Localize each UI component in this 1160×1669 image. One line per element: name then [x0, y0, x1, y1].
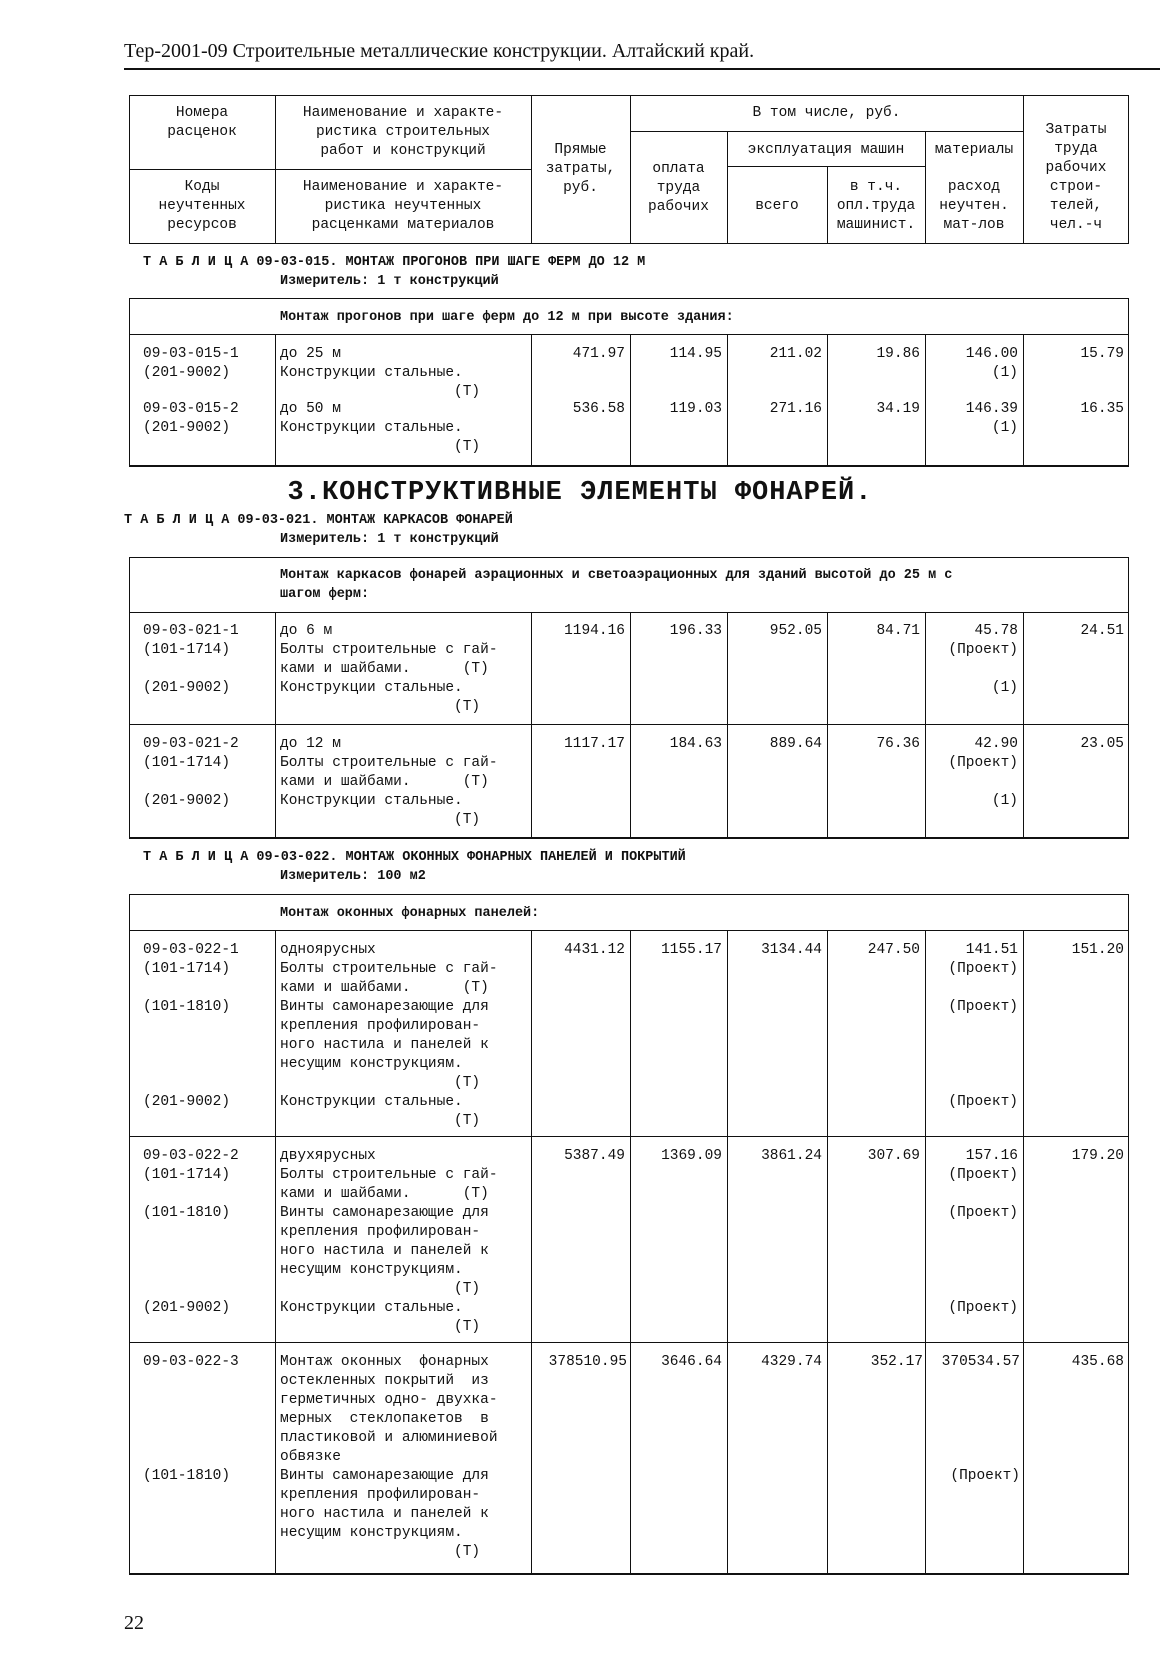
- header-ekspluatatsiya: эксплуатация машин: [747, 142, 905, 158]
- direct-costs: 1194.16: [564, 623, 625, 639]
- work-name: до 6 м Болты строительные с гай- ками и шайбами. (Т) Конструкции стальные. (Т): [280, 623, 498, 715]
- col-line: [827, 930, 828, 1575]
- machinist-pay: 84.71: [876, 623, 920, 639]
- machines-total: 889.64: [769, 736, 822, 752]
- col-line: [727, 930, 728, 1575]
- work-name: до 25 м Конструкции стальные. (Т): [280, 346, 481, 400]
- rate-code: 09-03-022-1 (101-1714) (101-1810) (201-9002): [143, 942, 239, 1110]
- materials-cost: 146.39 (1): [965, 401, 1018, 436]
- rate-code: 09-03-015-2 (201-9002): [143, 401, 239, 436]
- table-measure-021: Измеритель: 1 т конструкций: [280, 532, 499, 547]
- header-pryamye-zatraty: Прямые затраты, руб.: [545, 142, 616, 196]
- row-line: [129, 612, 1129, 613]
- header-v-tom-chisle: В том числе, руб.: [752, 105, 901, 121]
- rate-code: 09-03-021-1 (101-1714) (201-9002): [143, 623, 239, 696]
- direct-costs: 536.58: [572, 401, 625, 417]
- rate-code: 09-03-021-2 (101-1714) (201-9002): [143, 736, 239, 809]
- header-naim-rabot: Наименование и характе- ристика строительных работ и конструкций: [302, 105, 504, 159]
- table-caption-015: Т А Б Л И Ц А 09-03-015. МОНТАЖ ПРОГОНОВ ПРИ ШАГЕ ФЕРМ ДО 12 М: [143, 255, 646, 270]
- col-line: [531, 612, 532, 839]
- col-line: [275, 334, 276, 467]
- header-rule: [124, 68, 1160, 70]
- machines-total: 211.02: [769, 346, 822, 362]
- header-oplata-truda: оплата труда рабочих: [648, 161, 709, 215]
- col-line: [531, 930, 532, 1575]
- header-row-line: [630, 131, 1023, 132]
- header-vsego: всего: [755, 198, 799, 214]
- col-line: [275, 930, 276, 1575]
- materials-cost: 141.51 (Проект) (Проект) (Проект): [948, 942, 1018, 1110]
- labor-pay: 1155.17: [661, 942, 722, 958]
- machinist-pay: 247.50: [867, 942, 920, 958]
- labor-hours: 23.05: [1080, 736, 1124, 752]
- direct-costs: 378510.95: [548, 1354, 627, 1370]
- header-zatraty-truda: Затраты труда рабочих строи- телей, чел.-ч: [1045, 122, 1107, 233]
- machinist-pay: 76.36: [876, 736, 920, 752]
- labor-pay: 196.33: [669, 623, 722, 639]
- materials-cost: 146.00 (1): [965, 346, 1018, 381]
- labor-hours: 435.68: [1071, 1354, 1124, 1370]
- header-row-line: [129, 169, 531, 170]
- work-name: двухярусных Болты строительные с гай- ками и шайбами. (Т) Винты самонарезающие для крепления профилирован- ного настила и панелей к несущим конструкциям. (Т) Конструкции стальные. (Т): [280, 1148, 498, 1335]
- document-header-title: Тер-2001-09 Строительные металлические конструкции. Алтайский край.: [124, 40, 755, 62]
- labor-pay: 114.95: [669, 346, 722, 362]
- direct-costs: 5387.49: [564, 1148, 625, 1164]
- table-caption-022: Т А Б Л И Ц А 09-03-022. МОНТАЖ ОКОННЫХ ФОНАРНЫХ ПАНЕЛЕЙ И ПОКРЫТИЙ: [143, 850, 686, 865]
- row-line: [129, 334, 1129, 335]
- materials-cost: 370534.57 (Проект): [941, 1354, 1020, 1484]
- machinist-pay: 352.17: [870, 1354, 923, 1370]
- labor-pay: 3646.64: [661, 1354, 722, 1370]
- col-line: [1023, 612, 1024, 839]
- header-nomera: Номера расценок: [167, 105, 237, 140]
- col-line: [275, 612, 276, 839]
- table-caption-021: Т А Б Л И Ц А 09-03-021. МОНТАЖ КАРКАСОВ ФОНАРЕЙ: [124, 513, 513, 528]
- machinist-pay: 307.69: [867, 1148, 920, 1164]
- table-measure-015: Измеритель: 1 т конструкций: [280, 274, 499, 289]
- table-measure-022: Измеритель: 100 м2: [280, 869, 426, 884]
- labor-hours: 16.35: [1080, 401, 1124, 417]
- labor-hours: 15.79: [1080, 346, 1124, 362]
- labor-pay: 184.63: [669, 736, 722, 752]
- materials-cost: 157.16 (Проект) (Проект) (Проект): [948, 1148, 1018, 1316]
- col-line: [630, 612, 631, 839]
- direct-costs: 471.97: [572, 346, 625, 362]
- work-name: до 12 м Болты строительные с гай- ками и шайбами. (Т) Конструкции стальные. (Т): [280, 736, 498, 828]
- row-line: [129, 724, 1129, 725]
- row-line: [129, 930, 1129, 931]
- machines-total: 3134.44: [761, 942, 822, 958]
- rate-code: 09-03-022-2 (101-1714) (101-1810) (201-9002): [143, 1148, 239, 1316]
- section-title: Монтаж оконных фонарных панелей:: [280, 906, 540, 921]
- work-name: Монтаж оконных фонарных остекленных покрытий из герметичных одно- двухка- мерных стеклопакетов в пластиковой и алюминиевой обвязке Винты самонарезающие для крепления профилирован- ного настила и панелей к несущим конструкциям. (Т): [280, 1354, 498, 1560]
- machines-total: 4329.74: [761, 1354, 822, 1370]
- col-line: [827, 612, 828, 839]
- header-kody: Коды неучтенных ресурсов: [158, 179, 246, 233]
- row-line: [129, 1136, 1129, 1137]
- rate-code: 09-03-015-1 (201-9002): [143, 346, 239, 381]
- direct-costs: 1117.17: [564, 736, 625, 752]
- materials-cost: 45.78 (Проект) (1): [948, 623, 1018, 696]
- direct-costs: 4431.12: [564, 942, 625, 958]
- col-line: [630, 930, 631, 1575]
- section-title: Монтаж прогонов при шаге ферм до 12 м при высоте здания:: [280, 310, 734, 325]
- page-number: 22: [124, 1612, 144, 1634]
- col-line: [727, 612, 728, 839]
- work-name: до 50 м Конструкции стальные. (Т): [280, 401, 481, 455]
- header-materialy: материалы: [934, 142, 1014, 158]
- section-title: Монтаж каркасов фонарей аэрационных и светоаэрационных для зданий высотой до 25 м с шагом ферм:: [280, 568, 953, 602]
- machines-total: 271.16: [769, 401, 822, 417]
- materials-cost: 42.90 (Проект) (1): [948, 736, 1018, 809]
- labor-pay: 1369.09: [661, 1148, 722, 1164]
- labor-hours: 24.51: [1080, 623, 1124, 639]
- machines-total: 3861.24: [761, 1148, 822, 1164]
- header-row-line: [727, 166, 925, 167]
- work-name: одноярусных Болты строительные с гай- ками и шайбами. (Т) Винты самонарезающие для крепления профилирован- ного настила и панелей к несущим конструкциям. (Т) Конструкции стальные. (Т): [280, 942, 498, 1129]
- header-rashod: расход неучтен. мат-лов: [939, 179, 1009, 233]
- labor-pay: 119.03: [669, 401, 722, 417]
- machinist-pay: 34.19: [876, 401, 920, 417]
- machinist-pay: 19.86: [876, 346, 920, 362]
- labor-hours: 151.20: [1071, 942, 1124, 958]
- labor-hours: 179.20: [1071, 1148, 1124, 1164]
- header-naim-materialov: Наименование и характе- ристика неучтенных расценками материалов: [302, 179, 504, 233]
- col-line: [1023, 930, 1024, 1575]
- section-heading: 3.КОНСТРУКТИВНЫЕ ЭЛЕМЕНТЫ ФОНАРЕЙ.: [287, 478, 873, 508]
- header-v-tch: в т.ч. опл.труда машинист.: [836, 179, 916, 233]
- rate-code: 09-03-022-3 (101-1810): [143, 1354, 239, 1484]
- machines-total: 952.05: [769, 623, 822, 639]
- row-line: [129, 1342, 1129, 1343]
